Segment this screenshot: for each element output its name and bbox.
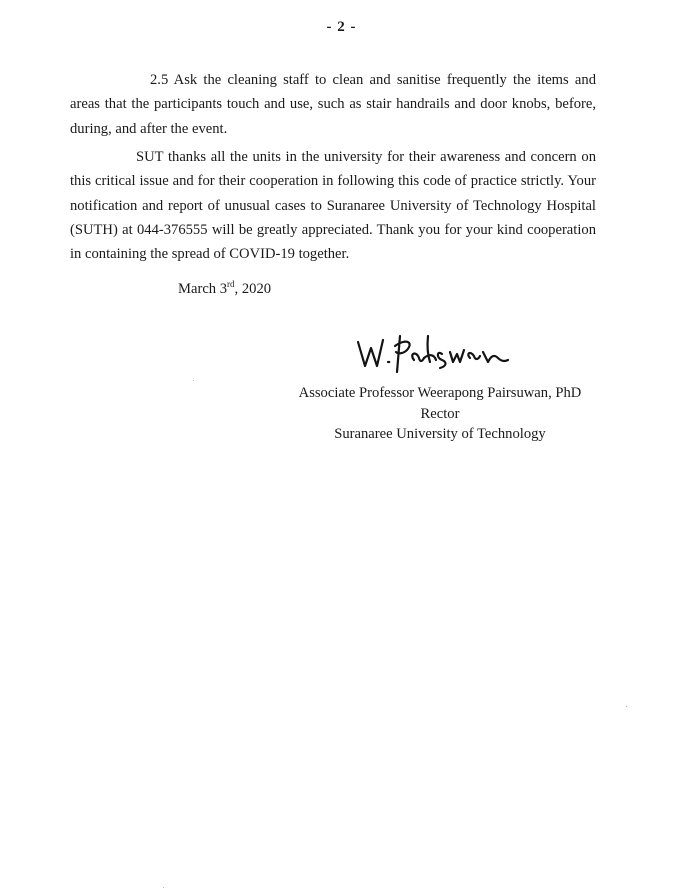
signatory-organization: Suranaree University of Technology [334, 426, 546, 442]
letter-date [178, 279, 271, 299]
signatory-position: Rector [420, 405, 460, 422]
signatory-block [280, 383, 600, 445]
scan-speck [193, 380, 194, 381]
signatory-name: Associate Professor Weerapong Pairsuwan, PhD [298, 385, 582, 401]
paragraph-item-2-5: 2.5 Ask the cleaning staff to clean and sanitise frequently the items and areas that the participants touch and use, such as stair handrails and door knobs, before, during, and after the event. [70, 72, 596, 137]
paragraph-closing-thanks: SUT thanks all the units in the university for their awareness and concern on this critical issue and for their cooperation in following this code of practice strictly. Your notification and report of unusual cases to Suranaree University of Technology Hospital (SUTH) at 044-376555 will be greatly appreciated. Thank you for your kind cooperation in containing the spread of COVID-19 together. [70, 149, 596, 263]
handwritten-signature [352, 330, 512, 376]
signature-graphic [352, 330, 512, 376]
date-year: , 2020 [234, 281, 272, 297]
date-ordinal-suffix: rd [227, 279, 235, 290]
page-number: - 2 - [326, 19, 357, 35]
scan-speck [626, 706, 627, 707]
date-month-day: March 3 [178, 281, 228, 297]
scan-speck [163, 887, 164, 888]
